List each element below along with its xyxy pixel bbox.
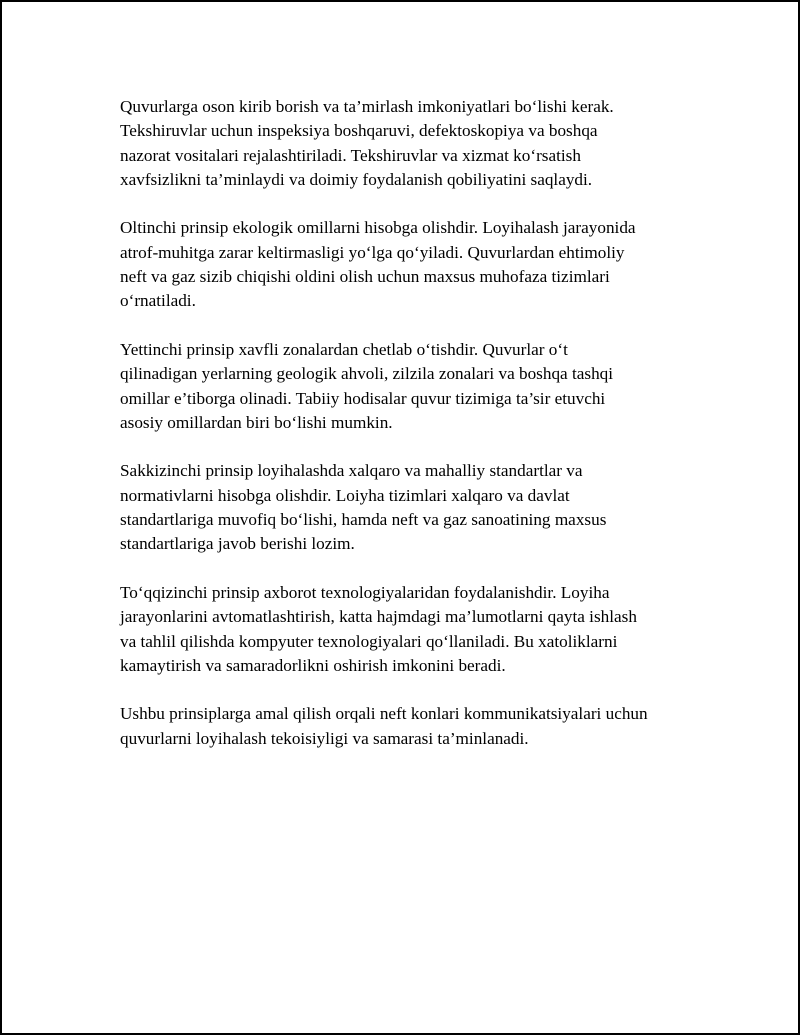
paragraph-1: Quvurlarga oson kirib borish va ta’mirlash imkoniyatlari bo‘lishi kerak. Tekshiruvlar uchun inspeksiya boshqaruvi, defektoskopiya va boshqa nazorat vositalari rejalashtiriladi. Tekshiruvlar va xizmat ko‘rsatish xavfsizlikni ta’minlaydi va doimiy foydalanish qobiliyatini saqlaydi. [120, 97, 614, 189]
document-body [120, 95, 700, 775]
paragraph-3: Yettinchi prinsip xavfli zonalardan chetlab o‘tishdir. Quvurlar o‘t qilinadigan yerlarning geologik ahvoli, zilzila zonalari va boshqa tashqi omillar e’tiborga olinadi. Tabiiy hodisalar quvur tizimiga ta’sir etuvchi asosiy omillardan biri bo‘lishi mumkin. [120, 339, 614, 432]
paragraph-4: Sakkizinchi prinsip loyihalashda xalqaro va mahalliy standartlar va normativlarni hisobga olishdir. Loiyha tizimlari xalqaro va davlat standartlariga muvofiq bo‘lishi, hamda neft va gaz sanoatining maxsus standartlariga javob berishi lozim. [120, 461, 607, 554]
paragraph-2: Oltinchi prinsip ekologik omillarni hisobga olishdir. Loyihalash jarayonida atrof-muhitga zarar keltirmasligi yo‘lga qo‘yiladi. Quvurlardan ehtimoliy neft va gaz sizib chiqishi oldini olish uchun maxsus muhofaza tizimlari o‘rnatiladi. [120, 218, 636, 311]
paragraph-6: Ushbu prinsiplarga amal qilish orqali neft konlari kommunikatsiyalari uchun quvurlarni loyihalash tekoisiyligi va samarasi ta’minlanadi. [120, 704, 648, 748]
paragraph-5: To‘qqizinchi prinsip axborot texnologiyalaridan foydalanishdir. Loyiha jarayonlarini avtomatlashtirish, katta hajmdagi ma’lumotlarni qayta ishlash va tahlil qilishda kompyuter texnologiyalari qo‘llaniladi. Bu xatoliklarni kamaytirish va samaradorlikni oshirish imkonini beradi. [120, 582, 637, 675]
